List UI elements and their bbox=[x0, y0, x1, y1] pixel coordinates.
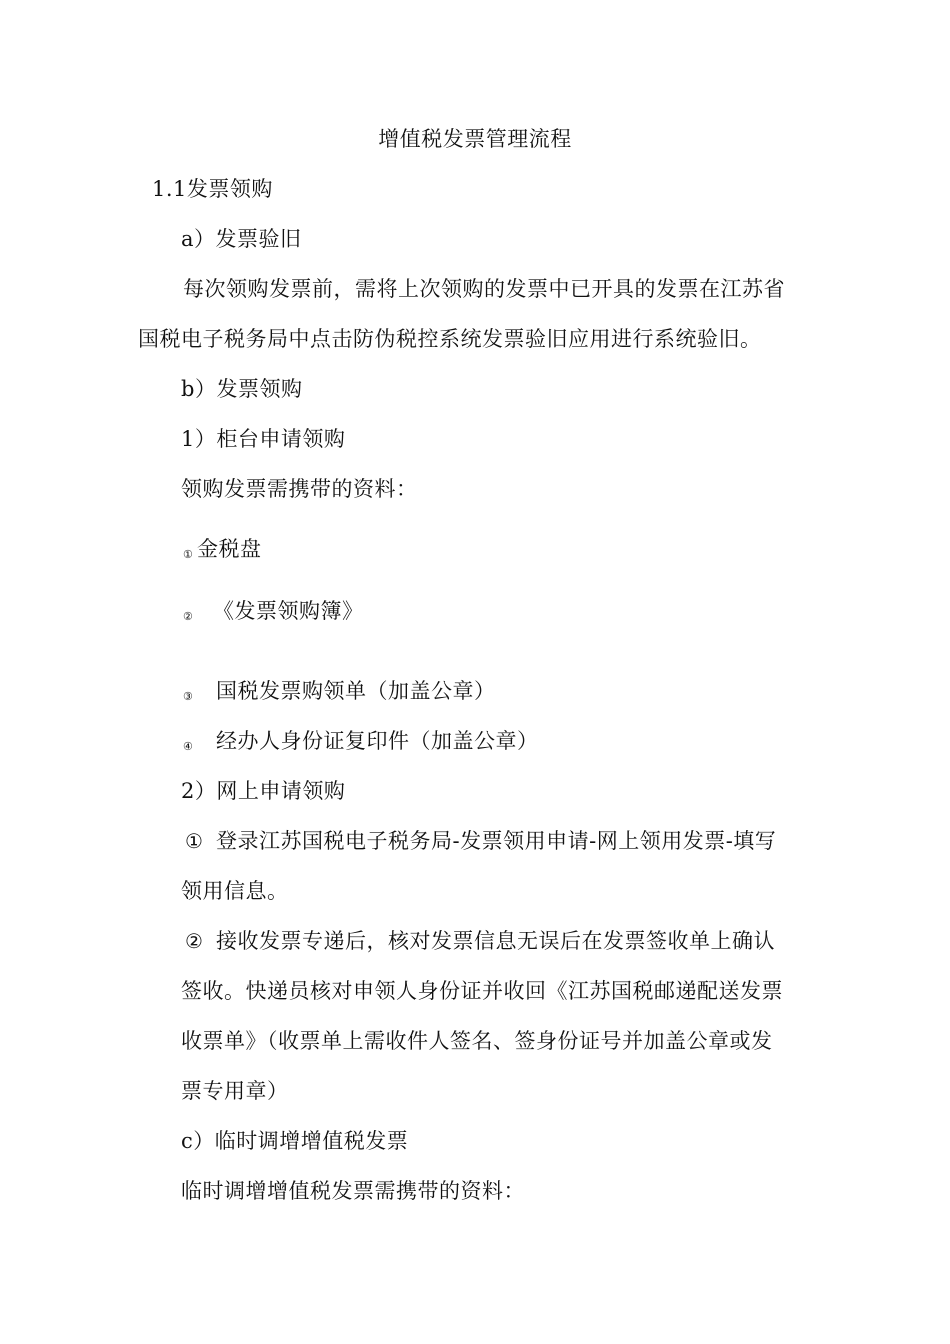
material-item-2: 《发票领购簿》 bbox=[213, 599, 364, 623]
document-title: 增值税发票管理流程 bbox=[378, 127, 572, 151]
list-marker-3: ③ bbox=[183, 690, 193, 703]
online-step-1-marker: ① bbox=[185, 829, 203, 853]
item-c-intro: 临时调增增值税发票需携带的资料： bbox=[181, 1179, 525, 1203]
material-item-1: 金税盘 bbox=[197, 537, 262, 561]
item-a-heading: a）发票验旧 bbox=[181, 227, 302, 251]
online-step-2-line-3: 收票单》（收票单上需收件人签名、签身份证号并加盖公章或发 bbox=[181, 1029, 773, 1053]
online-step-1-line-1: 登录江苏国税电子税务局-发票领用申请-网上领用发票-填写 bbox=[216, 829, 777, 853]
material-item-4: 经办人身份证复印件（加盖公章） bbox=[216, 729, 539, 753]
item-b-1-heading: 1）柜台申请领购 bbox=[181, 427, 346, 451]
material-item-3: 国税发票购领单（加盖公章） bbox=[216, 679, 496, 703]
item-b-heading: b）发票领购 bbox=[181, 377, 303, 401]
paragraph-a-line-2: 国税电子税务局中点击防伪税控系统发票验旧应用进行系统验旧。 bbox=[138, 327, 762, 351]
paragraph-a-line-1: 每次领购发票前，需将上次领购的发票中已开具的发票在江苏省 bbox=[183, 277, 785, 301]
online-step-2-line-2: 签收。快递员核对申领人身份证并收回《江苏国税邮递配送发票 bbox=[181, 979, 783, 1003]
list-marker-2: ② bbox=[183, 610, 193, 623]
section-heading-1-1: 1.1发票领购 bbox=[152, 177, 273, 201]
item-c-heading: c）临时调增增值税发票 bbox=[181, 1129, 409, 1153]
list-marker-4: ④ bbox=[183, 740, 193, 753]
materials-intro: 领购发票需携带的资料： bbox=[181, 477, 418, 501]
online-step-2-line-4: 票专用章） bbox=[181, 1079, 289, 1103]
online-step-2-line-1: 接收发票专递后，核对发票信息无误后在发票签收单上确认 bbox=[216, 929, 775, 953]
list-marker-1: ① bbox=[183, 548, 193, 561]
item-b-2-heading: 2）网上申请领购 bbox=[181, 779, 346, 803]
online-step-1-line-2: 领用信息。 bbox=[181, 879, 289, 903]
online-step-2-marker: ② bbox=[185, 929, 203, 953]
